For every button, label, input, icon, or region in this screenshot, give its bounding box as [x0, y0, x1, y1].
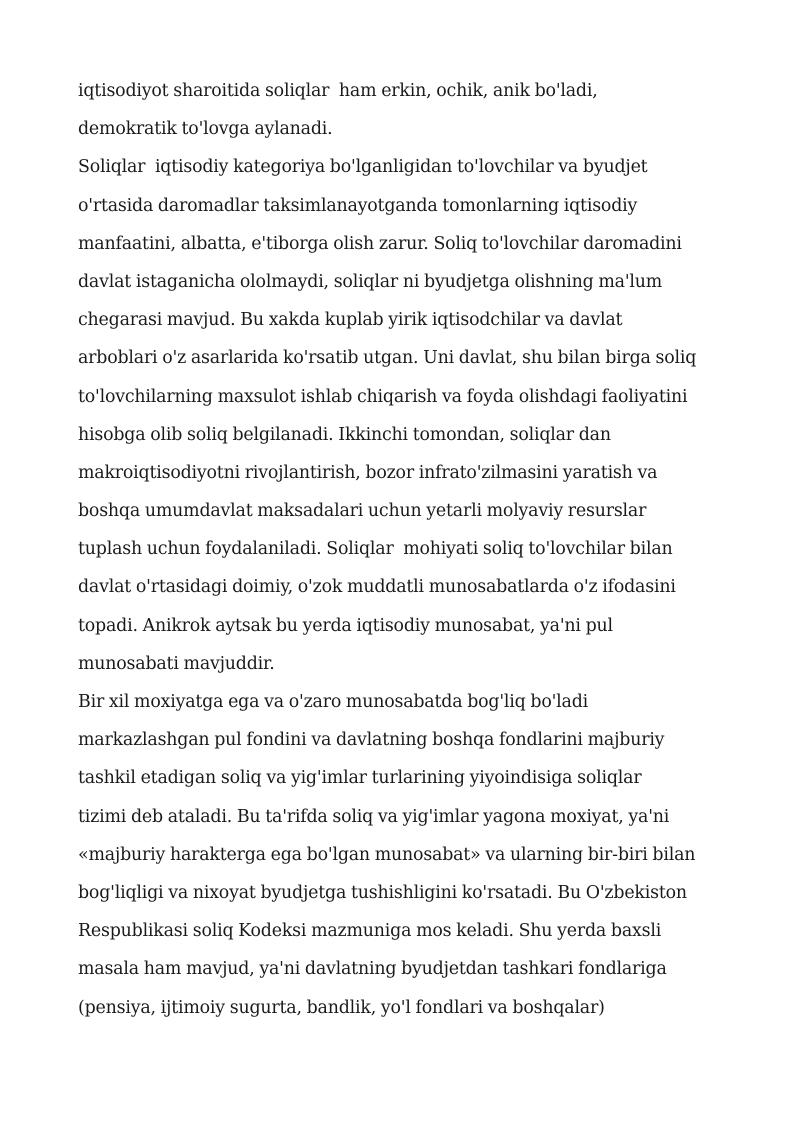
text-line: manfaatini, albatta, e'tiborga olish zarur. Soliq to'lovchilar daromadini [78, 233, 682, 254]
body-text [78, 72, 738, 1027]
text-line: davlat istaganicha ololmaydi, soliqlar ni byudjetga olishning ma'lum [78, 271, 663, 292]
text-line: bog'liqligi va nixoyat byudjetga tushishligini ko'rsatadi. Bu O'zbekiston [78, 882, 687, 903]
text-line: tizimi deb ataladi. Bu ta'rifda soliq va yig'imlar yagona moxiyat, ya'ni [78, 806, 670, 827]
text-line: makroiqtisodiyotni rivojlantirish, bozor infrato'zilmasini yaratish va [78, 462, 658, 483]
text-line: iqtisodiyot sharoitida soliqlar ham erkin, ochik, anik bo'ladi, [78, 81, 598, 101]
text-line: arboblari o'z asarlarida ko'rsatib utgan. Uni davlat, shu bilan birga soliq [78, 348, 697, 369]
text-line: markazlashgan pul fondini va davlatning boshqa fondlarini majburiy [78, 730, 665, 751]
text-line: davlat o'rtasidagi doimiy, o'zok muddatli munosabatlarda o'z ifodasini [78, 577, 676, 598]
text-line: hisobga olib soliq belgilanadi. Ikkinchi tomondan, soliqlar dan [78, 424, 611, 445]
text-line: tashkil etadigan soliq va yig'imlar turlarining yiyoindisiga soliqlar [78, 768, 642, 789]
text-line: (pensiya, ijtimoiy sugurta, bandlik, yo'l fondlari va boshqalar) [78, 997, 605, 1018]
text-line: o'rtasida daromadlar taksimlanayotganda tomonlarning iqtisodiy [78, 195, 638, 216]
text-line: to'lovchilarning maxsulot ishlab chiqarish va foyda olishdagi faoliyatini [78, 386, 688, 407]
text-line: boshqa umumdavlat maksadalari uchun yetarli molyaviy resurslar [78, 501, 647, 522]
text-line: Bir xil moxiyatga ega va o'zaro munosabatda bog'liq bo'ladi [78, 692, 588, 712]
text-line: chegarasi mavjud. Bu xakda kuplab yirik iqtisodchilar va davlat [78, 310, 623, 331]
text-line: topadi. Anikrok aytsak bu yerda iqtisodiy munosabat, ya'ni pul [78, 615, 613, 636]
text-line: tuplash uchun foydalaniladi. Soliqlar mohiyati soliq to'lovchilar bilan [78, 539, 673, 560]
text-line: masala ham mavjud, ya'ni davlatning byudjetdan tashkari fondlariga [78, 959, 667, 980]
text-line: demokratik to'lovga aylanadi. [78, 119, 333, 140]
text-line: Respublikasi soliq Kodeksi mazmuniga mos keladi. Shu yerda baxsli [78, 921, 662, 942]
text-line: Soliqlar iqtisodiy kategoriya bo'lganligidan to'lovchilar va byudjet [78, 157, 648, 178]
text-line: munosabati mavjuddir. [78, 653, 275, 674]
text-line: «majburiy harakterga ega bo'lgan munosabat» va ularning bir-biri bilan [78, 844, 696, 865]
